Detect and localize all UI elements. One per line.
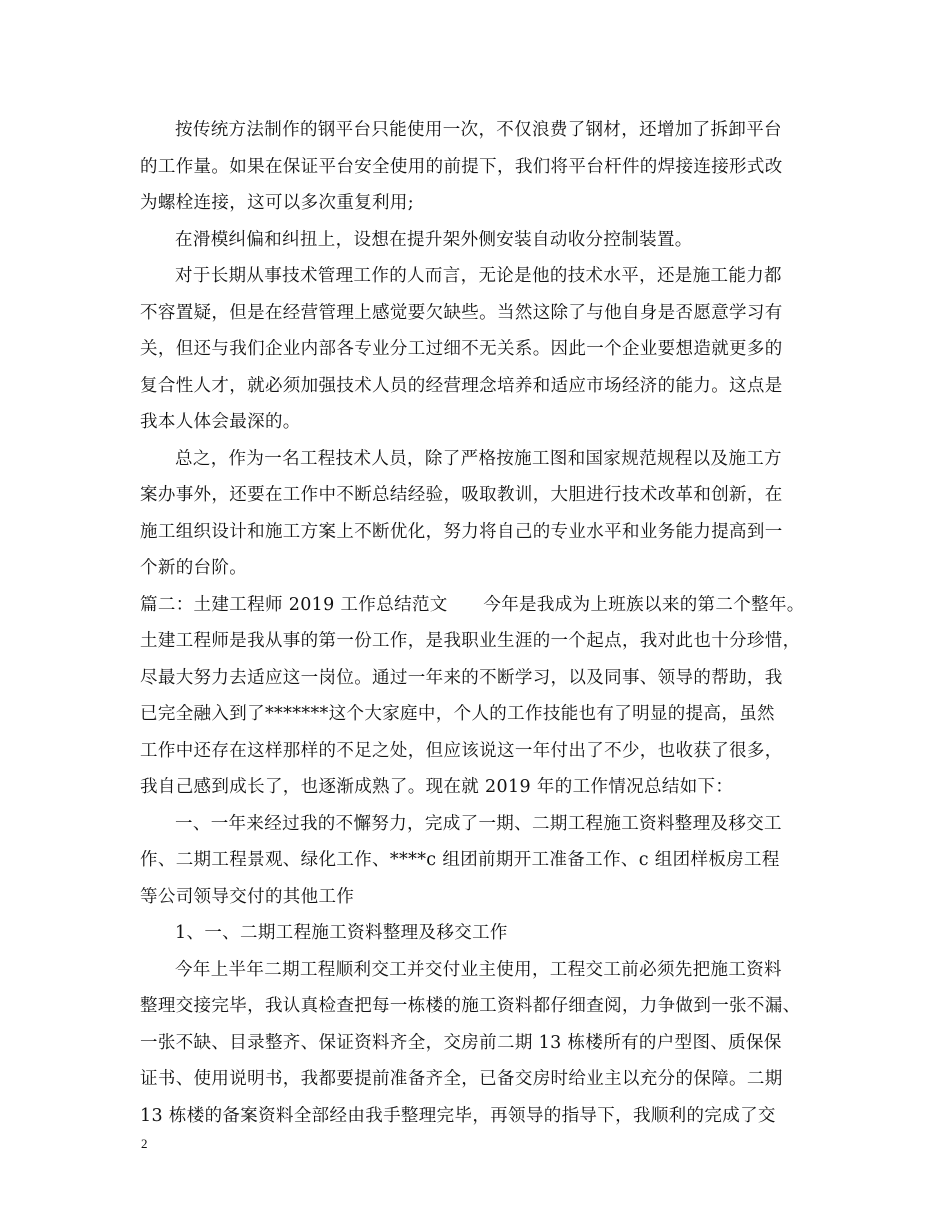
text-line: 不容置疑，但是在经营管理上感觉要欠缺些。当然这除了与他自身是否愿意学习有 [140,302,783,323]
text-line: 一张不缺、目录整齐、保证资料齐全，交房前二期 13 栋楼所有的户型图、质保保 [140,1032,782,1053]
subheading-line: 1、一、二期工程施工资料整理及移交工作 [175,923,508,943]
text-line: 13 栋楼的备案资料全部经由我手整理完毕，再领导的指导下，我顺利的完成了交 [140,1105,776,1126]
text-line: 尽最大努力去适应这一岗位。通过一年来的不断学习，以及同事、领导的帮助，我 [140,667,783,688]
text-line: 整理交接完毕，我认真检查把每一栋楼的施工资料都仔细查阅，力争做到一张不漏、 [140,996,801,1016]
text-line: 施工组织设计和施工方案上不断优化，努力将自己的专业水平和业务能力提高到一 [140,521,783,542]
text-line: 工作中还存在这样那样的不足之处，但应该说这一年付出了不少，也收获了很多， [140,740,783,761]
text-line: 已完全融入到了*******这个大家庭中，个人的工作技能也有了明显的提高，虽然 [140,704,775,724]
document-body [140,112,830,1134]
text-line: 我本人体会最深的。 [140,412,301,432]
text-line: 总之，作为一名工程技术人员，除了严格按施工图和国家规范规程以及施工方 [175,448,782,469]
text-line: 在滑模纠偏和纠扭上，设想在提升架外侧安装自动收分控制装置。 [175,229,693,250]
text-line: 案办事外，还要在工作中不断总结经验，吸取教训，大胆进行技术改革和创新，在 [140,485,783,505]
page-number: 2 [141,1136,148,1151]
text-line: 对于长期从事技术管理工作的人而言，无论是他的技术水平，还是施工能力都 [175,266,782,286]
section-heading-line: 篇二：土建工程师 2019 工作总结范文 今年是我成为上班族以来的第二个整年。 [140,594,805,615]
text-line: 今年上半年二期工程顺利交工并交付业主使用，工程交工前必须先把施工资料 [175,959,782,980]
text-line: 证书、使用说明书，我都要提前准备齐全，已备交房时给业主以充分的保障。二期 [140,1069,783,1089]
text-line: 我自己感到成长了，也逐渐成熟了。现在就 2019 年的工作情况总结如下： [140,777,734,797]
text-line: 等公司领导交付的其他工作 [140,886,355,907]
text-line: 土建工程师是我从事的第一份工作，是我职业生涯的一个起点，我对此也十分珍惜， [140,631,801,651]
text-line: 的工作量。如果在保证平台安全使用的前提下，我们将平台杆件的焊接连接形式改 [140,156,783,177]
text-line: 一、一年来经过我的不懈努力，完成了一期、二期工程施工资料整理及移交工 [175,813,782,834]
text-line: 为螺栓连接，这可以多次重复利用; [140,193,414,213]
text-line: 复合性人才，就必须加强技术人员的经营理念培养和适应市场经济的能力。这点是 [140,375,783,396]
text-line: 按传统方法制作的钢平台只能使用一次，不仅浪费了钢材，还增加了拆卸平台 [175,120,782,140]
text-line: 作、二期工程景观、绿化工作、****c 组团前期开工准备工作、c 组团样板房工程 [140,850,780,870]
text-line: 个新的台阶。 [140,558,248,578]
text-line: 关，但还与我们企业内部各专业分工过细不无关系。因此一个企业要想造就更多的 [140,339,783,359]
